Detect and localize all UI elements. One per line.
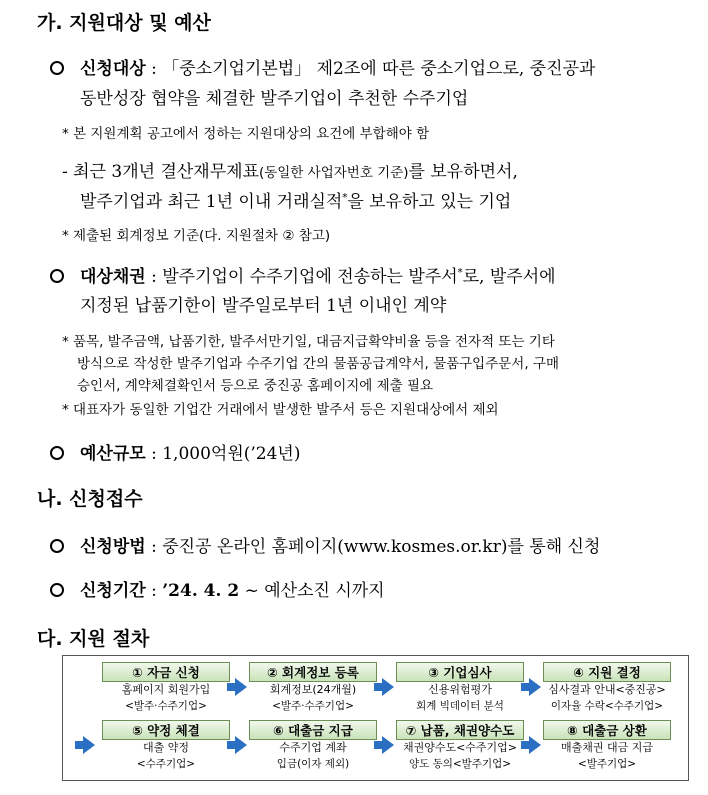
step-line2: 이자율 수락<수주기업> [550, 700, 664, 712]
step-line2: <수주기업> [136, 758, 196, 770]
arrow-right-icon [83, 736, 95, 754]
bullet-circle-icon [50, 583, 64, 597]
step-2 [249, 662, 377, 716]
budget-row [50, 439, 300, 464]
target-label: 신청대상 [80, 59, 146, 79]
step-line2: 회계 빅데이터 분석 [416, 700, 504, 712]
target-dash1 [62, 157, 518, 182]
receivable-note1-l3: 승인서, 계약체결확인서 등으로 중진공 홈페이지에 제출 필요 [77, 378, 434, 394]
budget-value: : 1,000억원(’24년) [145, 444, 301, 464]
apply-period-rest: ~ 예산소진 시까지 [239, 581, 385, 601]
target-dash2-end: 을 보유하고 있는 기업 [347, 192, 512, 212]
arrow-right-icon [529, 736, 541, 754]
target-dash2-text: 발주기업과 최근 1년 이내 거래실적 [80, 192, 343, 212]
step-line1: 수주기업 계좌 [279, 741, 347, 754]
arrow-right-icon [382, 736, 394, 754]
arrow-right-icon [529, 678, 541, 696]
target-dash1-a: - 최근 3개년 결산재무제표 [62, 162, 259, 182]
step-title: ⑤ 약정 체결 [102, 720, 230, 740]
step-title: ④ 지원 결정 [543, 662, 671, 682]
arrow-right-icon [235, 678, 247, 696]
section-title-c: 다. 지원 절차 [37, 628, 150, 650]
target-dash2-star: * [342, 192, 348, 204]
apply-period-label: 신청기간 [80, 581, 146, 601]
procedure-diagram [62, 655, 689, 781]
step-title: ② 회계정보 등록 [249, 662, 377, 682]
apply-period-row [50, 576, 385, 601]
apply-period-sep: : [145, 581, 163, 601]
apply-period-date: ’24. 4. 2 [162, 581, 240, 601]
bullet-circle-icon [50, 539, 64, 553]
target-line1: : 「중소기업기본법」 제2조에 따른 중소기업으로, 중진공과 [145, 59, 596, 79]
bullet-circle-icon [50, 446, 64, 460]
target-note2: * 제출된 회계정보 기준(다. 지원절차 ② 참고) [62, 228, 331, 244]
step-4 [543, 662, 671, 716]
step-title: ③ 기업심사 [396, 662, 524, 682]
step-line1: 심사결과 안내<중진공> [548, 683, 666, 696]
step-5 [102, 720, 230, 774]
target-dash1-b: (동일한 사업자번호 기준) [259, 165, 409, 181]
receivable-note1-l2: 방식으로 작성한 발주기업과 수주기업 간의 물품공급계약서, 물품구입주문서, 구매 [77, 356, 560, 372]
apply-method-label: 신청방법 [80, 537, 146, 557]
receivable-note2: * 대표자가 동일한 기업간 거래에서 발생한 발주서 등은 지원대상에서 제외 [62, 402, 499, 418]
step-7 [396, 720, 524, 774]
arrow-right-icon [235, 736, 247, 754]
step-6 [249, 720, 377, 774]
target-row [50, 54, 595, 79]
step-line1: 채권양수도<수주기업> [402, 741, 518, 754]
step-1 [102, 662, 230, 716]
step-title: ⑥ 대출금 지급 [249, 720, 377, 740]
receivable-line1b: 로, 발주서에 [462, 267, 556, 287]
bullet-circle-icon [50, 61, 64, 75]
step-title: ⑧ 대출금 상환 [543, 720, 671, 740]
bullet-circle-icon [50, 269, 64, 283]
receivable-line1a: : 발주기업이 수주기업에 전송하는 발주서 [145, 267, 458, 287]
step-title: ① 자금 신청 [102, 662, 230, 682]
step-line1: 대출 약정 [142, 741, 189, 754]
receivable-row [50, 262, 556, 287]
apply-method-row [50, 532, 600, 557]
step-line1: 신용위험평가 [428, 683, 492, 696]
section-title-a: 가. 지원대상 및 예산 [37, 12, 211, 34]
step-line2: <발주·수주기업> [272, 700, 354, 712]
step-line2: <발주·수주기업> [125, 700, 207, 712]
section-title-b: 나. 신청접수 [37, 488, 143, 510]
step-line2: 양도 동의<발주기업> [408, 758, 512, 770]
step-title: ⑦ 납품, 채권양수도 [396, 720, 524, 740]
target-dash2 [80, 187, 511, 212]
apply-method-value: : 중진공 온라인 홈페이지(www.kosmes.or.kr)를 통해 신청 [145, 537, 601, 557]
target-dash1-c: 를 보유하면서, [408, 162, 518, 182]
step-line1: 매출채권 대금 지급 [560, 741, 653, 754]
step-3 [396, 662, 524, 716]
receivable-line2: 지정된 납품기한이 발주일로부터 1년 이내인 계약 [80, 296, 447, 316]
receivable-label: 대상채권 [80, 267, 146, 287]
step-line1: 홈페이지 회원가입 [121, 683, 211, 696]
step-line2: 입금(이자 제외) [276, 758, 350, 770]
budget-label: 예산규모 [80, 444, 146, 464]
step-line2: <발주기업> [577, 758, 637, 770]
step-8 [543, 720, 671, 774]
receivable-note1-l1: * 품목, 발주금액, 납품기한, 발주서만기일, 대금지급확약비율 등을 전자적 또는 기타 [62, 334, 555, 350]
arrow-right-icon [382, 678, 394, 696]
target-note1: * 본 지원계획 공고에서 정하는 지원대상의 요건에 부합해야 함 [62, 126, 430, 142]
step-line1: 회계정보(24개월) [269, 683, 357, 696]
receivable-star: * [457, 267, 463, 279]
target-line2: 동반성장 협약을 체결한 발주기업이 추천한 수주기업 [80, 89, 469, 109]
